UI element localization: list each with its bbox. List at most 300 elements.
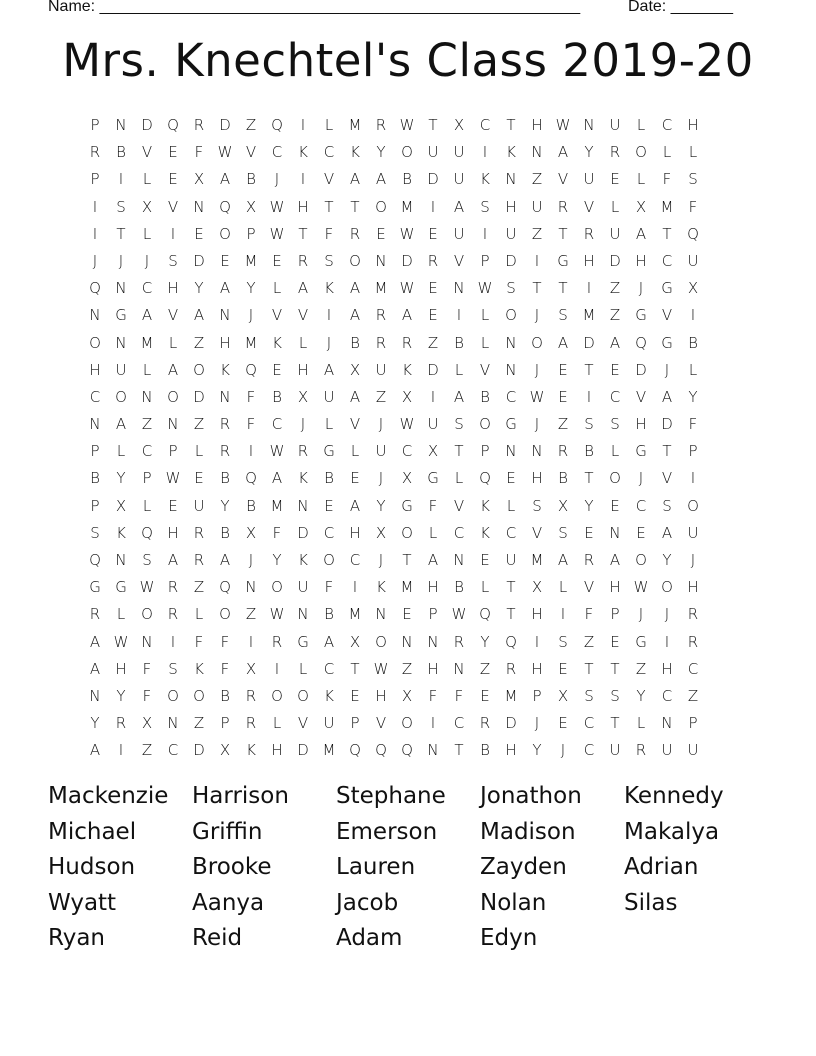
grid-letter: X (635, 197, 647, 216)
grid-letter: D (505, 251, 517, 270)
grid-letter: F (324, 578, 334, 597)
grid-letter: S (558, 523, 568, 542)
grid-letter: I (300, 116, 306, 134)
grid-letter: Y (194, 279, 204, 298)
grid-letter: T (350, 197, 360, 216)
grid-letter: L (610, 197, 620, 216)
grid-letter: N (375, 251, 387, 270)
grid-letter: O (167, 686, 179, 705)
grid-letter: C (271, 143, 283, 162)
grid-letter: I (170, 632, 176, 651)
grid-letter: L (636, 170, 646, 189)
grid-letter: J (638, 469, 644, 488)
grid-letter: Z (479, 659, 491, 678)
grid-letter: L (324, 415, 334, 434)
grid-letter: V (323, 170, 335, 189)
grid-letter: S (506, 279, 516, 298)
word-bank-item: Nolan (480, 889, 547, 916)
grid-letter: I (352, 578, 358, 597)
grid-letter: N (89, 306, 101, 325)
grid-letter: N (531, 442, 543, 461)
grid-letter: S (558, 306, 568, 325)
grid-letter: Q (89, 551, 101, 569)
grid-letter: A (219, 170, 231, 189)
grid-letter: O (401, 714, 413, 733)
grid-letter: T (506, 116, 516, 134)
grid-letter: R (505, 659, 517, 678)
grid-letter: W (373, 659, 389, 678)
grid-letter: U (427, 143, 439, 162)
grid-letter: W (633, 578, 649, 597)
grid-letter: F (220, 659, 230, 678)
grid-letter: J (664, 605, 670, 624)
grid-letter: L (688, 360, 698, 379)
grid-letter: O (505, 306, 517, 325)
grid-letter: H (531, 605, 543, 624)
grid-letter: I (586, 279, 592, 298)
grid-letter: J (300, 415, 306, 434)
grid-letter: O (375, 197, 387, 216)
grid-letter: N (453, 659, 465, 678)
grid-letter: S (480, 197, 490, 216)
grid-letter: I (534, 632, 540, 651)
grid-letter: A (635, 224, 647, 243)
grid-letter: J (534, 360, 540, 379)
grid-letter: L (298, 659, 308, 678)
grid-letter: A (661, 523, 673, 542)
grid-letter: A (219, 279, 231, 298)
grid-letter: C (661, 116, 673, 134)
grid-letter: C (687, 659, 699, 678)
grid-letter: H (349, 523, 361, 542)
grid-letter: C (323, 659, 335, 678)
grid-letter: Z (245, 605, 257, 624)
grid-letter: V (635, 387, 647, 406)
grid-letter: M (530, 551, 544, 569)
grid-letter: X (141, 714, 153, 733)
grid-letter: U (609, 741, 621, 760)
grid-letter: L (194, 442, 204, 461)
grid-letter: Z (531, 170, 543, 189)
grid-letter: R (271, 632, 283, 651)
grid-letter: C (271, 415, 283, 434)
grid-letter: X (375, 523, 387, 542)
grid-letter: Y (480, 632, 490, 651)
grid-letter: N (219, 387, 231, 406)
grid-letter: I (482, 224, 488, 243)
word-bank-item: Stephane (336, 783, 446, 809)
grid-letter: A (349, 279, 361, 298)
grid-letter: L (142, 496, 152, 515)
grid-letter: O (661, 578, 673, 597)
grid-letter: Q (167, 116, 179, 134)
grid-letter: N (531, 143, 543, 162)
grid-letter: E (558, 387, 568, 406)
grid-letter: U (609, 224, 621, 243)
grid-letter: M (660, 197, 674, 216)
grid-letter: G (635, 306, 647, 325)
word-bank-item: Jonathon (480, 783, 582, 809)
grid-letter: U (427, 415, 439, 434)
grid-letter: R (193, 551, 205, 569)
grid-letter: T (428, 116, 438, 134)
grid-letter: F (662, 170, 672, 189)
grid-letter: Y (90, 714, 100, 733)
grid-letter: E (194, 469, 204, 488)
word-bank-item: Wyatt (48, 889, 117, 916)
name-field-label: Name: ______________________________________________________ (48, 0, 581, 15)
grid-letter: L (142, 224, 152, 243)
grid-letter: E (402, 605, 412, 624)
grid-letter: C (141, 442, 153, 461)
grid-letter: B (220, 523, 230, 542)
grid-letter: N (661, 714, 673, 733)
grid-letter: A (557, 333, 569, 352)
grid-letter: I (664, 632, 670, 651)
grid-letter: Z (427, 333, 439, 352)
grid-letter: T (584, 469, 594, 488)
grid-letter: Y (584, 496, 594, 515)
grid-letter: W (529, 387, 545, 406)
grid-letter: C (323, 143, 335, 162)
grid-letter: P (90, 116, 100, 134)
grid-letter: A (219, 551, 231, 569)
grid-letter: R (193, 523, 205, 542)
grid-letter: N (245, 578, 257, 597)
grid-letter: K (298, 551, 308, 569)
grid-letter: T (506, 605, 516, 624)
grid-letter: A (193, 306, 205, 325)
grid-letter: W (217, 143, 233, 162)
grid-letter: Z (193, 714, 205, 733)
grid-letter: H (635, 251, 647, 270)
grid-letter: A (271, 469, 283, 488)
grid-letter: J (378, 551, 384, 569)
grid-letter: W (269, 224, 285, 243)
grid-letter: P (90, 170, 100, 189)
grid-letter: Y (688, 387, 698, 406)
grid-letter: N (297, 605, 309, 624)
grid-letter: R (115, 714, 127, 733)
grid-letter: O (401, 523, 413, 542)
grid-letter: R (687, 632, 699, 651)
grid-letter: L (454, 469, 464, 488)
grid-letter: K (298, 469, 308, 488)
grid-letter: V (297, 714, 309, 733)
grid-letter: E (194, 224, 204, 243)
grid-letter: P (220, 714, 230, 733)
grid-letter: V (167, 197, 179, 216)
grid-letter: O (401, 143, 413, 162)
grid-letter: D (583, 333, 595, 352)
grid-letter: J (326, 333, 332, 352)
grid-letter: E (324, 496, 334, 515)
grid-letter: Z (245, 116, 257, 134)
grid-letter: B (324, 605, 334, 624)
grid-letter: B (246, 170, 256, 189)
grid-letter: U (583, 170, 595, 189)
grid-letter: X (401, 686, 413, 705)
grid-letter: A (427, 551, 439, 569)
grid-letter: H (687, 578, 699, 597)
grid-letter: U (193, 496, 205, 515)
grid-letter: F (142, 686, 152, 705)
grid-letter: A (89, 659, 101, 678)
grid-letter: Y (272, 551, 282, 569)
grid-letter: O (115, 387, 127, 406)
grid-letter: K (402, 360, 412, 379)
word-bank-item: Edyn (480, 925, 538, 951)
grid-letter: N (453, 551, 465, 569)
grid-letter: K (480, 523, 490, 542)
grid-letter: W (399, 415, 415, 434)
grid-letter: V (297, 306, 309, 325)
grid-letter: H (661, 659, 673, 678)
grid-letter: V (479, 360, 491, 379)
grid-letter: J (118, 251, 124, 270)
grid-letter: U (687, 251, 699, 270)
grid-letter: A (375, 170, 387, 189)
grid-letter: I (430, 714, 436, 733)
grid-letter: A (453, 387, 465, 406)
grid-letter: W (165, 469, 181, 488)
grid-letter: H (505, 197, 517, 216)
grid-letter: E (610, 360, 620, 379)
grid-letter: O (635, 143, 647, 162)
grid-letter: Z (583, 632, 595, 651)
grid-letter: U (323, 714, 335, 733)
grid-letter: X (687, 279, 699, 298)
grid-letter: D (505, 714, 517, 733)
grid-letter: I (456, 306, 462, 325)
grid-letter: U (375, 442, 387, 461)
grid-letter: V (583, 578, 595, 597)
grid-letter: I (482, 143, 488, 162)
grid-letter: P (480, 442, 490, 461)
grid-letter: C (609, 387, 621, 406)
grid-letter: B (90, 469, 100, 488)
page-title: Mrs. Knechtel's Class 2019-20 (62, 34, 754, 87)
grid-letter: A (401, 306, 413, 325)
grid-letter: Q (141, 523, 153, 542)
grid-letter: L (662, 143, 672, 162)
grid-letter: Z (687, 686, 699, 705)
grid-letter: B (402, 170, 412, 189)
grid-letter: E (480, 686, 490, 705)
grid-letter: Z (531, 224, 543, 243)
grid-letter: N (505, 170, 517, 189)
grid-letter: I (274, 659, 280, 678)
grid-letter: R (193, 116, 205, 134)
word-bank-item: Adam (336, 925, 403, 951)
grid-letter: P (428, 605, 438, 624)
grid-letter: X (557, 496, 569, 515)
grid-letter: X (427, 442, 439, 461)
grid-letter: V (167, 306, 179, 325)
grid-letter: S (610, 415, 620, 434)
grid-letter: J (690, 551, 696, 569)
grid-letter: Y (584, 143, 594, 162)
grid-letter: F (584, 605, 594, 624)
grid-letter: E (428, 306, 438, 325)
grid-letter: Q (245, 469, 257, 488)
word-bank-item: Michael (48, 818, 137, 845)
grid-letter: M (322, 741, 336, 760)
grid-letter: L (272, 279, 282, 298)
word-bank (48, 780, 768, 958)
grid-letter: L (636, 714, 646, 733)
grid-letter: Z (609, 306, 621, 325)
grid-letter: V (531, 523, 543, 542)
grid-letter: I (534, 251, 540, 270)
grid-letter: T (558, 224, 568, 243)
grid-letter: E (636, 523, 646, 542)
grid-letter: T (610, 714, 620, 733)
grid-letter: T (298, 224, 308, 243)
grid-letter: J (248, 306, 254, 325)
grid-letter: O (687, 496, 699, 515)
grid-letter: K (324, 279, 334, 298)
grid-letter: M (400, 578, 414, 597)
word-bank-item: Harrison (192, 783, 289, 809)
word-bank-item: Griffin (192, 818, 263, 845)
grid-letter: N (141, 387, 153, 406)
grid-letter: A (115, 415, 127, 434)
grid-letter: M (270, 496, 284, 515)
grid-letter: S (662, 496, 672, 515)
grid-letter: E (350, 469, 360, 488)
grid-letter: R (479, 714, 491, 733)
grid-letter: U (375, 360, 387, 379)
grid-letter: H (687, 116, 699, 134)
grid-letter: A (557, 143, 569, 162)
grid-letter: V (557, 170, 569, 189)
grid-letter: F (428, 686, 438, 705)
grid-letter: H (531, 116, 543, 134)
grid-letter: D (635, 360, 647, 379)
word-search-grid (82, 112, 706, 765)
grid-letter: Z (401, 659, 413, 678)
word-bank-item: Adrian (624, 854, 699, 880)
grid-letter: V (661, 469, 673, 488)
grid-letter: C (167, 741, 179, 760)
grid-letter: E (428, 279, 438, 298)
grid-letter: R (245, 714, 257, 733)
grid-letter: H (609, 578, 621, 597)
grid-letter: Z (141, 415, 153, 434)
word-bank-item: Aanya (192, 889, 265, 916)
grid-letter: J (638, 605, 644, 624)
grid-letter: W (269, 197, 285, 216)
grid-letter: C (479, 116, 491, 134)
grid-letter: E (610, 632, 620, 651)
grid-letter: M (504, 686, 518, 705)
grid-letter: F (454, 686, 464, 705)
grid-letter: N (115, 551, 127, 569)
word-bank-item: Hudson (48, 854, 136, 880)
grid-letter: I (248, 442, 254, 461)
grid-letter: A (323, 632, 335, 651)
grid-letter: R (401, 333, 413, 352)
grid-letter: W (399, 224, 415, 243)
grid-letter: C (323, 523, 335, 542)
grid-letter: X (297, 387, 309, 406)
grid-letter: O (323, 551, 335, 569)
grid-letter: G (661, 279, 673, 298)
grid-letter: E (584, 523, 594, 542)
grid-letter: A (349, 170, 361, 189)
grid-letter: L (610, 442, 620, 461)
grid-letter: J (638, 279, 644, 298)
grid-letter: X (115, 496, 127, 515)
grid-letter: N (505, 333, 517, 352)
grid-letter: L (272, 714, 282, 733)
grid-letter: R (635, 741, 647, 760)
grid-letter: I (118, 741, 124, 760)
grid-letter: O (271, 578, 283, 597)
grid-letter: L (168, 333, 178, 352)
grid-letter: D (193, 741, 205, 760)
grid-letter: H (271, 741, 283, 760)
grid-letter: T (350, 659, 360, 678)
grid-letter: A (323, 360, 335, 379)
grid-letter: Y (246, 279, 256, 298)
grid-letter: X (219, 741, 231, 760)
grid-letter: X (453, 116, 465, 134)
grid-letter: G (661, 333, 673, 352)
grid-letter: G (401, 496, 413, 515)
grid-letter: O (297, 686, 309, 705)
grid-letter: N (609, 523, 621, 542)
grid-letter: G (505, 415, 517, 434)
grid-letter: L (480, 578, 490, 597)
grid-letter: X (245, 659, 257, 678)
grid-letter: Z (193, 333, 205, 352)
grid-letter: C (453, 523, 465, 542)
grid-letter: V (661, 306, 673, 325)
grid-letter: T (610, 659, 620, 678)
grid-letter: T (584, 659, 594, 678)
grid-letter: C (505, 387, 517, 406)
grid-letter: D (401, 251, 413, 270)
grid-letter: K (298, 143, 308, 162)
grid-letter: J (378, 469, 384, 488)
grid-letter: W (451, 605, 467, 624)
grid-letter: H (531, 469, 543, 488)
grid-letter: L (428, 523, 438, 542)
grid-letter: E (272, 251, 282, 270)
word-bank-item: Kennedy (624, 783, 724, 809)
grid-letter: I (690, 469, 696, 488)
grid-letter: A (661, 387, 673, 406)
grid-letter: N (427, 741, 439, 760)
grid-letter: S (584, 686, 594, 705)
grid-letter: U (661, 741, 673, 760)
grid-letter: V (583, 197, 595, 216)
grid-letter: P (480, 251, 490, 270)
grid-letter: H (219, 333, 231, 352)
grid-letter: C (89, 387, 101, 406)
grid-letter: K (194, 659, 204, 678)
grid-letter: A (349, 496, 361, 515)
grid-letter: T (506, 578, 516, 597)
grid-letter: S (584, 415, 594, 434)
grid-letter: U (297, 578, 309, 597)
grid-letter: T (558, 279, 568, 298)
grid-letter: E (428, 224, 438, 243)
grid-letter: R (557, 442, 569, 461)
grid-letter: C (583, 741, 595, 760)
